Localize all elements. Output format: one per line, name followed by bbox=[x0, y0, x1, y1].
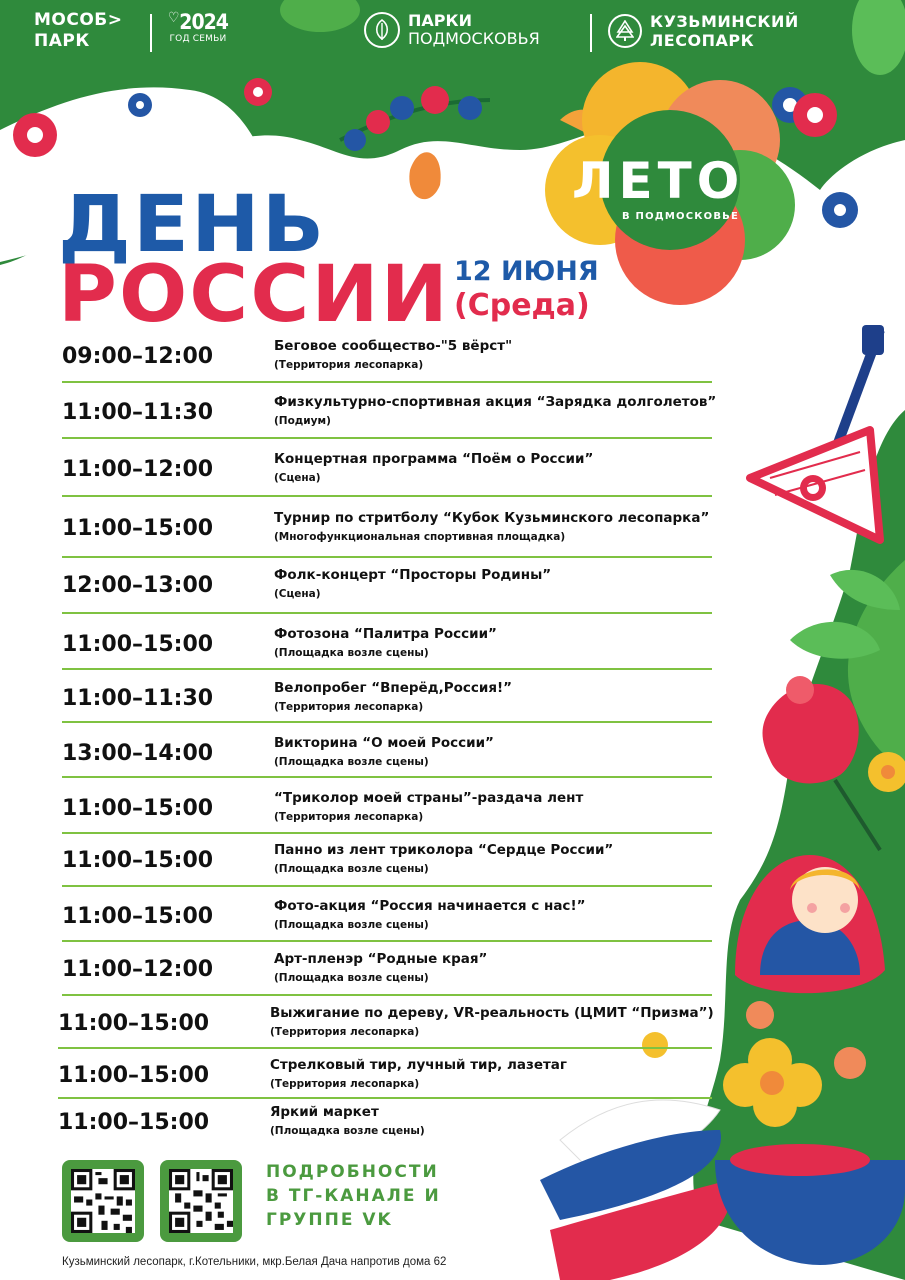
schedule-time: 11:00–15:00 bbox=[62, 516, 214, 541]
schedule-row bbox=[58, 1104, 718, 1146]
schedule-event-name: “Триколор моей страны”-раздача лент bbox=[274, 790, 584, 806]
schedule-event-location: (Площадка возле сцены) bbox=[274, 756, 429, 768]
schedule-time: 11:00–15:00 bbox=[62, 848, 214, 873]
page-title-line2: РОССИИ bbox=[58, 250, 450, 340]
schedule-event-location: (Площадка возле сцены) bbox=[270, 1125, 425, 1137]
schedule-event-name: Турнир по стритболу “Кубок Кузьминского лесопарка” bbox=[274, 510, 710, 526]
qr-code-icon bbox=[71, 1169, 135, 1233]
schedule-event-location: (Многофункциональная спортивная площадка) bbox=[274, 531, 566, 543]
kuzminsky-park-logo[interactable] bbox=[608, 12, 799, 50]
header-logos bbox=[0, 0, 905, 70]
kuz-logo-line2: ЛЕСОПАРК bbox=[650, 31, 755, 50]
year-label: 2024 bbox=[179, 10, 228, 34]
schedule-row bbox=[62, 790, 722, 832]
year-sub-label: ГОД СЕМЬИ bbox=[169, 34, 227, 44]
schedule-time: 11:00–11:30 bbox=[62, 400, 214, 425]
schedule-event-location: (Площадка возле сцены) bbox=[274, 647, 429, 659]
schedule-row bbox=[62, 951, 722, 993]
schedule-row bbox=[62, 394, 722, 436]
schedule-row bbox=[58, 1005, 718, 1047]
mosoblpark-logo-line1: МОСОБ> bbox=[34, 10, 123, 30]
schedule-time: 13:00–14:00 bbox=[62, 741, 214, 766]
more-info-text bbox=[266, 1160, 441, 1232]
schedule-time: 11:00–15:00 bbox=[58, 1110, 210, 1135]
schedule-event-name: Панно из лент триколора “Сердце России” bbox=[274, 842, 614, 858]
schedule-time: 11:00–15:00 bbox=[58, 1063, 210, 1088]
schedule-row bbox=[62, 338, 722, 380]
more-info-line2: В ТГ-КАНАЛЕ И bbox=[266, 1186, 441, 1206]
schedule-event-location: (Территория лесопарка) bbox=[274, 359, 424, 371]
qr-code-vk[interactable] bbox=[160, 1160, 242, 1242]
event-date: 12 ИЮНЯ bbox=[454, 256, 599, 287]
schedule-event-name: Концертная программа “Поём о России” bbox=[274, 451, 594, 467]
schedule-event-name: Велопробег “Вперёд,Россия!” bbox=[274, 680, 513, 696]
schedule-event-name: Викторина “О моей России” bbox=[274, 735, 494, 751]
schedule-event-name: Яркий маркет bbox=[270, 1104, 379, 1120]
leto-badge-title: ЛЕТО bbox=[572, 152, 745, 210]
qr-code-telegram[interactable] bbox=[62, 1160, 144, 1242]
leaf-icon bbox=[364, 12, 400, 48]
parks-logo-line2: ПОДМОСКОВЬЯ bbox=[408, 29, 540, 48]
schedule-event-name: Физкультурно-спортивная акция “Зарядка долголетов” bbox=[274, 394, 717, 410]
schedule-row bbox=[62, 735, 722, 777]
schedule-time: 11:00–11:30 bbox=[62, 686, 214, 711]
schedule-event-location: (Сцена) bbox=[274, 588, 321, 600]
schedule-event-location: (Площадка возле сцены) bbox=[274, 972, 429, 984]
schedule-time: 11:00–15:00 bbox=[62, 632, 214, 657]
year-of-family-logo bbox=[168, 10, 228, 44]
qr-code-icon bbox=[169, 1169, 233, 1233]
schedule-time: 11:00–12:00 bbox=[62, 457, 214, 482]
schedule-event-location: (Площадка возле сцены) bbox=[274, 919, 429, 931]
schedule-time: 09:00–12:00 bbox=[62, 344, 214, 369]
schedule-time: 11:00–12:00 bbox=[62, 957, 214, 982]
mosoblpark-logo-line2: ПАРК bbox=[34, 31, 90, 51]
schedule-event-name: Беговое сообщество-"5 вёрст" bbox=[274, 338, 513, 354]
leto-badge-subtitle: В ПОДМОСКОВЬЕ bbox=[622, 211, 740, 222]
schedule-event-location: (Территория лесопарка) bbox=[270, 1078, 420, 1090]
schedule-event-location: (Подиум) bbox=[274, 415, 331, 427]
schedule-time: 11:00–15:00 bbox=[58, 1011, 210, 1036]
schedule-row bbox=[62, 567, 722, 609]
tree-icon bbox=[608, 14, 642, 48]
schedule-row bbox=[62, 842, 722, 884]
logo-divider bbox=[150, 14, 152, 52]
more-info-line3: ГРУППЕ VK bbox=[266, 1210, 393, 1230]
schedule-event-name: Стрелковый тир, лучный тир, лазетаг bbox=[270, 1057, 567, 1073]
schedule-time: 12:00–13:00 bbox=[62, 573, 214, 598]
schedule-event-location: (Территория лесопарка) bbox=[274, 701, 424, 713]
schedule-time: 11:00–15:00 bbox=[62, 796, 214, 821]
schedule-row bbox=[58, 1057, 718, 1099]
schedule-row bbox=[62, 898, 722, 940]
schedule-row bbox=[62, 626, 722, 668]
schedule-row bbox=[62, 510, 722, 552]
schedule-event-location: (Сцена) bbox=[274, 472, 321, 484]
parks-logo-line1: ПАРКИ bbox=[408, 11, 472, 30]
schedule-event-name: Фолк-концерт “Просторы Родины” bbox=[274, 567, 552, 583]
schedule-event-location: (Площадка возле сцены) bbox=[274, 863, 429, 875]
schedule-time: 11:00–15:00 bbox=[62, 904, 214, 929]
more-info-line1: ПОДРОБНОСТИ bbox=[266, 1162, 439, 1182]
address: Кузьминский лесопарк, г.Котельники, мкр.Белая Дача напротив дома 62 bbox=[62, 1256, 447, 1268]
parks-podmoskovya-logo[interactable] bbox=[364, 12, 540, 48]
schedule-row bbox=[62, 680, 722, 722]
schedule-event-name: Арт-пленэр “Родные края” bbox=[274, 951, 488, 967]
kuz-logo-line1: КУЗЬМИНСКИЙ bbox=[650, 12, 799, 31]
schedule-row bbox=[62, 451, 722, 493]
logo-divider bbox=[590, 14, 592, 52]
schedule-event-location: (Территория лесопарка) bbox=[274, 811, 424, 823]
page-title-line1: ДЕНЬ bbox=[58, 180, 327, 270]
schedule-event-name: Выжигание по дереву, VR-реальность (ЦМИТ “Призма”) bbox=[270, 1005, 714, 1021]
event-weekday: (Среда) bbox=[454, 288, 590, 323]
mosoblpark-logo[interactable] bbox=[34, 10, 123, 52]
schedule-event-name: Фото-акция “Россия начинается с нас!” bbox=[274, 898, 586, 914]
schedule-event-location: (Территория лесопарка) bbox=[270, 1026, 420, 1038]
schedule-event-name: Фотозона “Палитра России” bbox=[274, 626, 497, 642]
heart-icon: ♡ bbox=[168, 10, 179, 26]
